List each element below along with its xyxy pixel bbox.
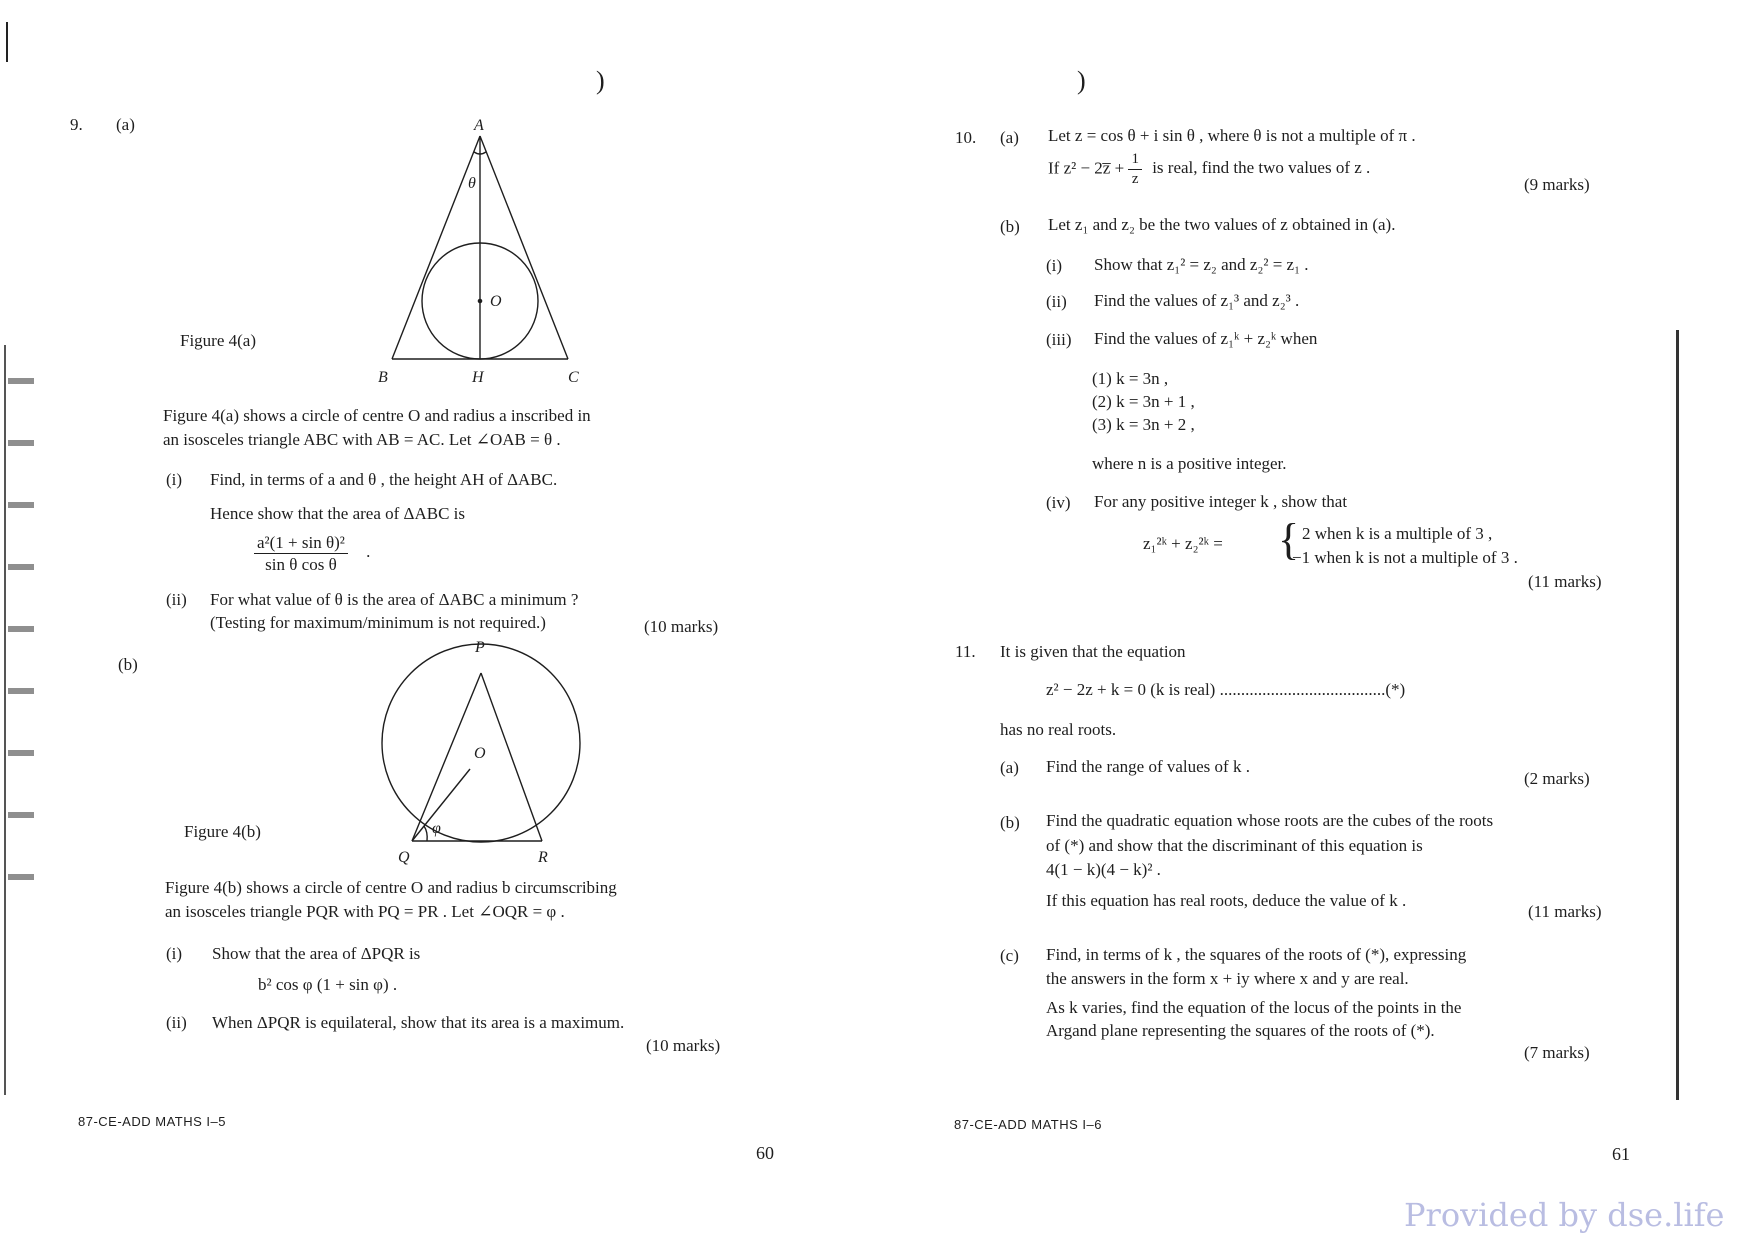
- q10b-text: Let z₁ and z₂ be the two values of z obtained in (a).: [1048, 215, 1396, 234]
- q11-b-marks: (11 marks): [1528, 902, 1602, 921]
- stray-mark-right: ): [1077, 66, 1086, 95]
- q11-a-label: (a): [1000, 758, 1019, 777]
- q11-c-label: (c): [1000, 946, 1019, 965]
- triangle-side-ac: [480, 136, 568, 359]
- q10b-iv-case-2: −1 when k is not a multiple of 3 .: [1292, 548, 1518, 567]
- q10a-frac-den: z: [1131, 171, 1139, 187]
- q10a-text-2b: is real, find the two values of z .: [1152, 158, 1371, 178]
- q11-b-label: (b): [1000, 813, 1020, 832]
- q11-number: 11.: [955, 642, 976, 661]
- q9b-text-line-1: Figure 4(b) shows a circle of centre O and radius b circumscribing: [165, 878, 617, 897]
- q10b-ii-label: (ii): [1046, 292, 1067, 311]
- q10b-ii-text: Find the values of z₁³ and z₂³ .: [1094, 291, 1300, 310]
- q11-c-text-3: As k varies, find the equation of the locus of the points in the: [1046, 998, 1462, 1017]
- label-c: C: [568, 369, 579, 386]
- q11-b-text-2: of (*) and show that the discriminant of this equation is: [1046, 836, 1423, 855]
- q10b-i-text: Show that z₁² = z₂ and z₂² = z₁ .: [1094, 255, 1309, 274]
- formula-end: .: [366, 542, 371, 562]
- q11-b-text-1: Find the quadratic equation whose roots are the cubes of the roots: [1046, 811, 1494, 830]
- q10-number: 10.: [955, 128, 977, 147]
- q10a-frac-num: 1: [1128, 152, 1142, 170]
- q11-c-text-2: the answers in the form x + iy where x and y are real.: [1046, 969, 1409, 988]
- label-r: R: [538, 849, 548, 866]
- q10b-i-label: (i): [1046, 256, 1063, 275]
- q10b-iv-lhs: z₁²ᵏ + z₂²ᵏ =: [1143, 534, 1223, 553]
- q9a-text-line-2: an isosceles triangle ABC with AB = AC. Let ∠OAB = θ .: [163, 430, 561, 449]
- triangle-side-ab: [392, 136, 480, 359]
- triangle-side-pq: [412, 673, 481, 841]
- q9b-marks: (10 marks): [646, 1036, 721, 1055]
- q9b-i-formula: b² cos φ (1 + sin φ) .: [258, 975, 398, 994]
- scan-edge-mark: [6, 22, 8, 62]
- q9a-i-text-2: Hence show that the area of ΔABC is: [210, 504, 465, 523]
- q11-intro: It is given that the equation: [1000, 642, 1186, 661]
- q11-equation: z² − 2z + k = 0 (k is real) .......................................(*): [1046, 680, 1406, 699]
- angle-arc: [424, 826, 427, 841]
- label-p: P: [475, 640, 485, 656]
- watermark-text: Provided by dse.life: [1404, 1196, 1725, 1234]
- q9b-i-text: Show that the area of ΔPQR is: [212, 944, 421, 963]
- binding-shadow: [8, 350, 34, 935]
- formula-denominator: sin θ cos θ: [265, 555, 337, 574]
- q9a-ii-text: For what value of θ is the area of ΔABC a minimum ?: [210, 590, 579, 609]
- scan-edge-line: [4, 345, 6, 1095]
- q9a-text-line-1: Figure 4(a) shows a circle of centre O and radius a inscribed in: [163, 406, 591, 425]
- q10b-iii-where: where n is a positive integer.: [1092, 454, 1287, 473]
- q10-part-b-label: (b): [1000, 217, 1020, 236]
- q9a-i-text: Find, in terms of a and θ , the height AH of ΔABC.: [210, 470, 558, 489]
- q9a-i-formula: [254, 534, 370, 573]
- q9b-text-line-2: an isosceles triangle PQR with PQ = PR . Let ∠OQR = φ .: [165, 902, 565, 921]
- triangle-side-pr: [481, 673, 542, 841]
- radius-oq: [412, 769, 470, 841]
- label-o: O: [490, 293, 502, 310]
- right-page-number: 61: [1612, 1144, 1630, 1164]
- q10b-iii-text: Find the values of z₁ᵏ + z₂ᵏ when: [1094, 329, 1318, 348]
- q10b-iii-case-1: (1) k = 3n ,: [1092, 369, 1169, 388]
- label-a: A: [474, 117, 484, 134]
- q11-c-text-1: Find, in terms of k , the squares of the roots of (*), expressing: [1046, 945, 1467, 964]
- formula-numerator: a²(1 + sin θ)²: [254, 534, 348, 554]
- left-page-number: 60: [756, 1143, 774, 1163]
- label-h: H: [472, 369, 484, 386]
- q9-part-a-label: (a): [116, 115, 135, 134]
- left-page-footer: 87-CE-ADD MATHS I–5: [78, 1114, 226, 1129]
- q11-a-marks: (2 marks): [1524, 769, 1590, 788]
- label-q: Q: [398, 849, 410, 866]
- right-page-footer: 87-CE-ADD MATHS I–6: [954, 1117, 1102, 1132]
- q9a-marks: (10 marks): [644, 617, 719, 636]
- q10-part-a-label: (a): [1000, 128, 1019, 147]
- q9a-ii-text-2: (Testing for maximum/minimum is not required.): [210, 613, 546, 632]
- q9-number: 9.: [70, 115, 83, 134]
- q10a-marks: (9 marks): [1524, 175, 1590, 194]
- q11-b-text-4: If this equation has real roots, deduce the value of k .: [1046, 891, 1407, 910]
- q9b-i-label: (i): [166, 944, 183, 963]
- q11-intro-2: has no real roots.: [1000, 720, 1117, 739]
- figure-4b: [370, 640, 610, 870]
- q9a-i-label: (i): [166, 470, 183, 489]
- q11-c-text-4: Argand plane representing the squares of the roots of (*).: [1046, 1021, 1435, 1040]
- q11-b-text-3: 4(1 − k)(4 − k)² .: [1046, 860, 1161, 879]
- right-edge-line: [1676, 330, 1679, 1100]
- q9-part-b-label: (b): [118, 655, 138, 674]
- figure-4b-caption: Figure 4(b): [184, 822, 261, 841]
- q10b-iv-text: For any positive integer k , show that: [1094, 492, 1348, 511]
- figure-4a: [370, 112, 630, 402]
- piecewise-brace: {: [1278, 515, 1300, 564]
- stray-mark-left: ): [596, 66, 605, 95]
- q9b-ii-label: (ii): [166, 1013, 187, 1032]
- q11-c-marks: (7 marks): [1524, 1043, 1590, 1062]
- centre-dot: [478, 299, 481, 302]
- label-b: B: [378, 369, 388, 386]
- q9a-ii-label: (ii): [166, 590, 187, 609]
- q10b-marks: (11 marks): [1528, 572, 1602, 591]
- label-o: O: [474, 745, 486, 762]
- q10a-text-2a: If z² − 2z̅ +: [1048, 158, 1125, 178]
- q10a-text-line-2: [1048, 152, 1370, 187]
- q11-a-text: Find the range of values of k .: [1046, 757, 1250, 776]
- q9b-ii-text: When ΔPQR is equilateral, show that its area is a maximum.: [212, 1013, 625, 1032]
- figure-4a-caption: Figure 4(a): [180, 331, 257, 350]
- label-theta: θ: [468, 175, 476, 192]
- q10b-iii-label: (iii): [1046, 330, 1072, 349]
- q10b-iii-case-2: (2) k = 3n + 1 ,: [1092, 392, 1195, 411]
- q10a-text-line-1: Let z = cos θ + i sin θ , where θ is not a multiple of π .: [1048, 126, 1416, 145]
- q10b-iv-label: (iv): [1046, 493, 1071, 512]
- q10b-iv-case-1: 2 when k is a multiple of 3 ,: [1302, 524, 1493, 543]
- q10b-iii-case-3: (3) k = 3n + 2 ,: [1092, 415, 1195, 434]
- label-phi: φ: [432, 820, 441, 837]
